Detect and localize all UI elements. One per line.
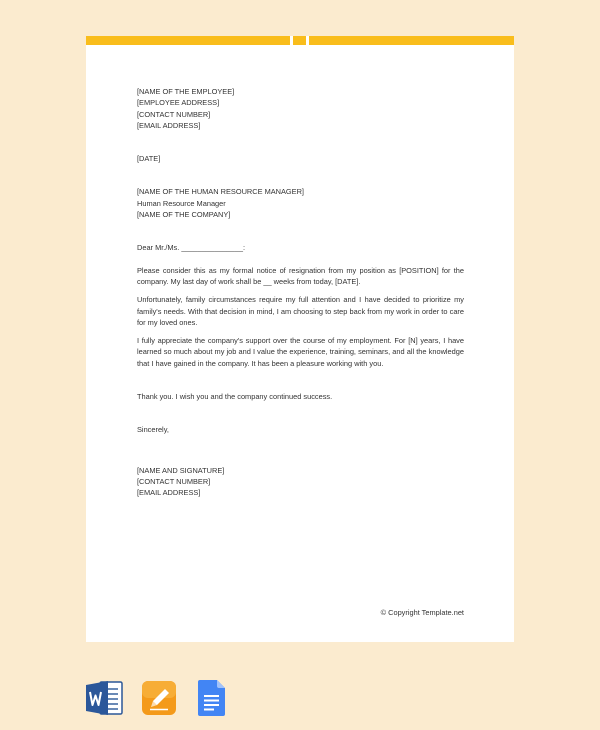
recipient-title: Human Resource Manager [137, 198, 226, 208]
employee-address: [EMPLOYEE ADDRESS] [137, 98, 220, 108]
recipient-name: [NAME OF THE HUMAN RESOURCE MANAGER] [137, 187, 304, 197]
employee-block [137, 86, 464, 131]
signature-name: [NAME AND SIGNATURE] [137, 465, 225, 475]
word-icon[interactable] [86, 680, 124, 721]
header-bar-left [86, 36, 290, 45]
signature-block [137, 465, 464, 499]
employee-name: [NAME OF THE EMPLOYEE] [137, 87, 235, 96]
salutation: Dear Mr./Ms. _______________: [137, 243, 246, 253]
header-bar-right [309, 36, 514, 45]
document-page [86, 36, 514, 642]
signature-email: [EMAIL ADDRESS] [137, 488, 201, 498]
employee-contact: [CONTACT NUMBER] [137, 109, 211, 119]
header-bar-middle [293, 36, 306, 45]
letter-date: [DATE] [137, 154, 161, 164]
signoff: Sincerely, [137, 425, 169, 435]
employee-email: [EMAIL ADDRESS] [137, 120, 201, 130]
signature-contact: [CONTACT NUMBER] [137, 476, 211, 486]
paragraph: Please consider this as my formal notice of resignation from my position as [POSITION] for the company. My last day of work shall be __ weeks from today, [DATE]. [137, 265, 464, 286]
letter-body [137, 86, 464, 499]
closing-line: Thank you. I wish you and the company continued success. [137, 392, 333, 402]
copyright-note: © Copyright Template.net [380, 608, 464, 617]
paragraph: I fully appreciate the company's support over the course of my employment. For [N] years, I have learned so much about my job and I value the experience, training, seminars, and all the knowledge that I have gained in the company. It has been a pleasure working with you. [137, 336, 464, 368]
google-docs-icon[interactable] [198, 680, 226, 721]
paragraph: Unfortunately, family circumstances require my full attention and I have decided to prioritize my family's needs. With that decision in mind, I am choosing to step back from my work in order to care for my loved ones. [137, 295, 464, 327]
recipient-block [137, 186, 464, 220]
pages-icon[interactable] [142, 680, 176, 721]
recipient-company: [NAME OF THE COMPANY] [137, 210, 231, 220]
